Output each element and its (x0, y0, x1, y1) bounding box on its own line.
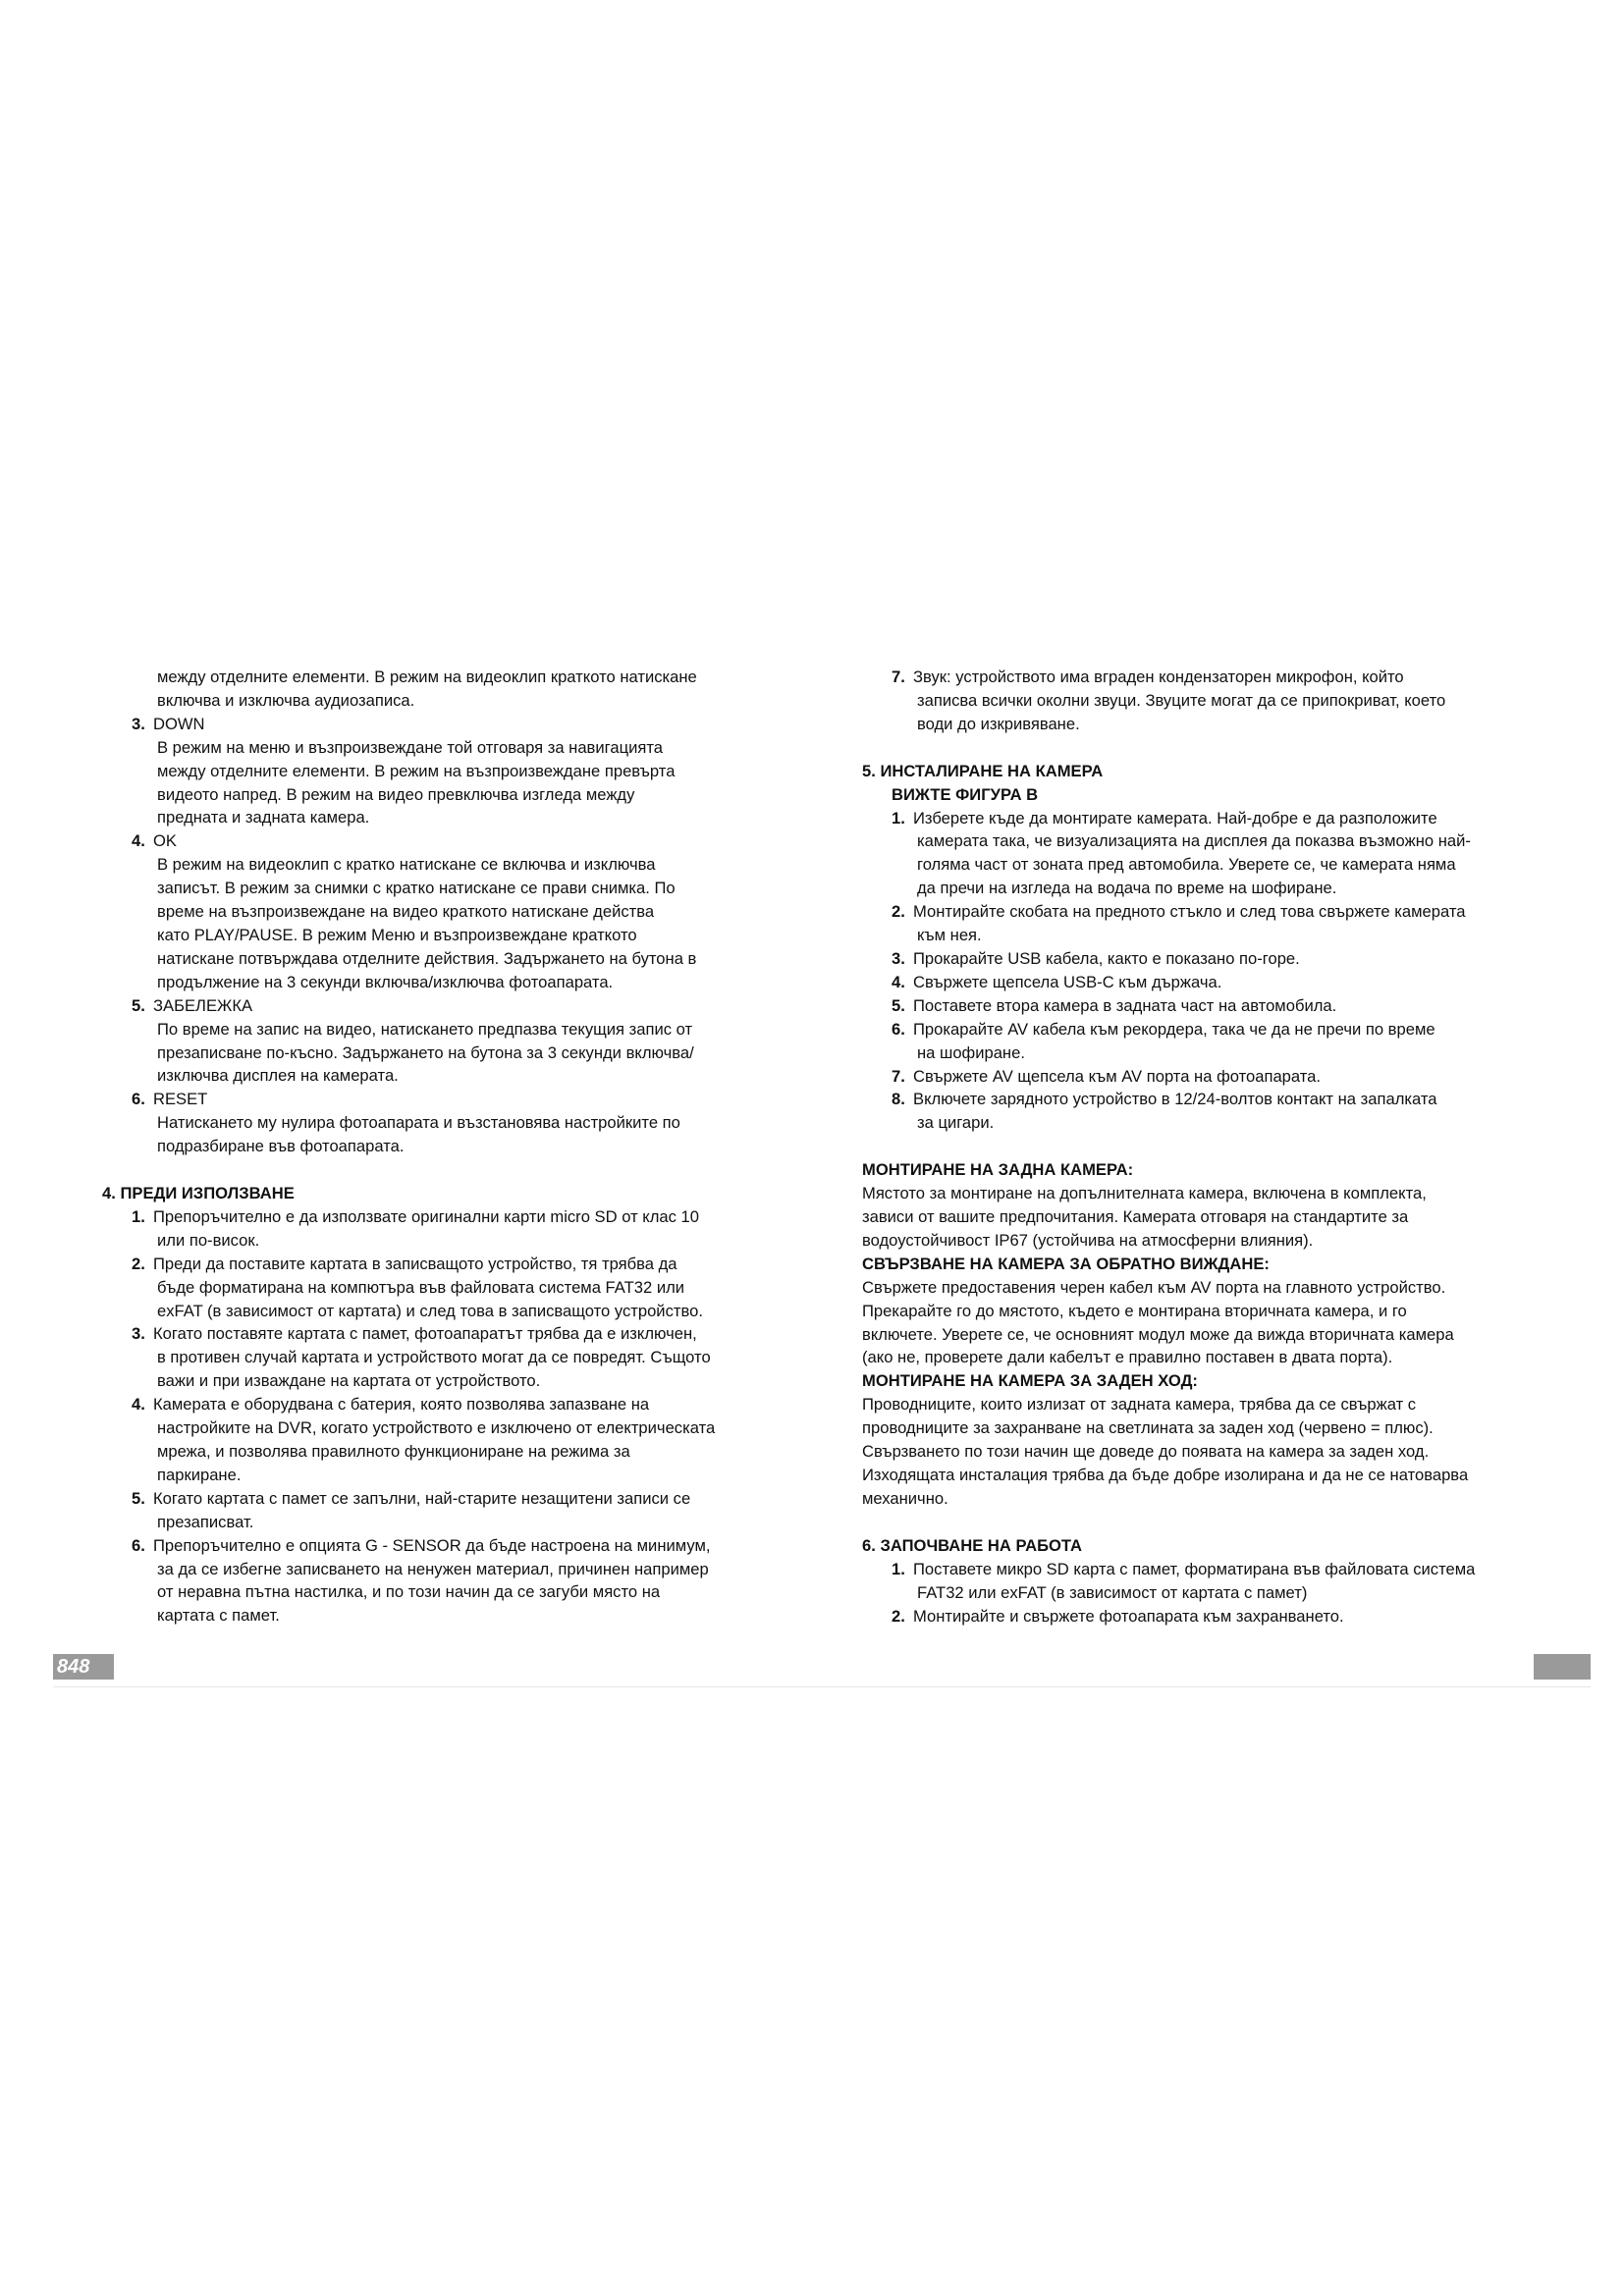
list-item-text: FAT32 или exFAT (в зависимост от картата с памет) (917, 1582, 1308, 1602)
list-item-text: от неравна пътна настилка, и по този начин да се загуби място на (157, 1582, 661, 1602)
list-item-text: видеото напред. В режим на видео превключва изгледа между (157, 784, 635, 804)
continuation-line: включва и изключва аудиозаписа. (157, 690, 415, 710)
list-item: 2. Преди да поставите картата в записващото устройство, тя трябва да (132, 1254, 677, 1273)
paragraph-line: Свързването по този начин ще доведе до появата на камера за заден ход. (862, 1442, 1430, 1462)
list-item-text: паркиране. (157, 1465, 242, 1484)
list-item-text: Натискането му нулира фотоапарата и възстановява настройките по (157, 1113, 680, 1133)
rear-mount-heading: МОНТИРАНЕ НА ЗАДНА КАМЕРА: (862, 1160, 1134, 1180)
list-item-text: в противен случай картата и устройството могат да се повредят. Същото (157, 1348, 711, 1367)
list-item-text: презаписват. (157, 1512, 254, 1531)
list-item-text: картата с памет. (157, 1606, 280, 1626)
list-item: 2. Монтирайте и свържете фотоапарата към захранването. (892, 1606, 1344, 1626)
list-item-text: мрежа, и позволява правилното функциониране на режима за (157, 1442, 630, 1461)
paragraph-line: (ако не, проверете дали кабелът е правилно поставен в двата порта). (862, 1348, 1393, 1367)
paragraph-line: Изходящата инсталация трябва да бъде добре изолирана и да не се натоварва (862, 1466, 1469, 1484)
list-item-title: 6. RESET (132, 1090, 208, 1109)
list-item-text: към нея. (917, 926, 982, 945)
list-item: 3. Прокарайте USB кабела, както е показано по-горе. (892, 948, 1300, 968)
continuation-line: между отделните елементи. В режим на видеоклип краткото натискане (157, 667, 697, 686)
paragraph-line: Проводниците, които излизат от задната камера, трябва да се свържат с (862, 1395, 1417, 1415)
list-item-text: като PLAY/PAUSE. В режим Меню и възпроизвеждане краткото (157, 925, 637, 944)
list-item-text: подразбиране във фотоапарата. (157, 1137, 405, 1156)
list-item-title: 5. ЗАБЕЛЕЖКА (132, 995, 253, 1015)
paragraph-line: зависи от вашите предпочитания. Камерата отговаря на стандартите за (862, 1207, 1409, 1227)
list-item-text: за да се избегне записването на ненужен материал, причинен например (157, 1559, 709, 1578)
list-item-text: голяма част от зоната пред автомобила. Уверете се, че камерата няма (917, 855, 1456, 875)
list-item-title: 3. DOWN (132, 714, 205, 733)
list-item-text: или по-висок. (157, 1230, 260, 1250)
list-item: 5. Когато картата с памет се запълни, най-старите незащитени записи се (132, 1488, 691, 1508)
list-item-text: камерата така, че визуализацията на дисплея да показва възможно най- (917, 831, 1471, 851)
list-item-text: настройките на DVR, когато устройството е изключено от електрическата (157, 1418, 716, 1438)
list-item: 7. Звук: устройството има вграден кондензаторен микрофон, който (892, 667, 1404, 686)
list-item-text: В режим на меню и възпроизвеждане той отговаря за навигацията (157, 737, 663, 757)
page-number: 848 (53, 1654, 114, 1680)
list-item: 5. Поставете втора камера в задната част на автомобила. (892, 995, 1337, 1015)
list-item: 1. Изберете къде да монтирате камерата. Най-добре е да разположите (892, 808, 1437, 828)
list-item: 7. Свържете AV щепсела към AV порта на фотоапарата. (892, 1066, 1322, 1086)
list-item-text: натискане потвърждава отделните действия. Задържането на бутона в (157, 948, 697, 968)
paragraph-line: механично. (862, 1488, 948, 1508)
list-item-text: време на възпроизвеждане на видео краткото натискане действа (157, 902, 655, 922)
paragraph-line: включете. Уверете се, че основният модул може да вижда вторичната камера (862, 1324, 1454, 1344)
list-item-text: предната и задната камера. (157, 808, 370, 828)
section-heading: 6. ЗАПОЧВАНЕ НА РАБОТА (862, 1535, 1082, 1555)
reverse-mount-heading: МОНТИРАНЕ НА КАМЕРА ЗА ЗАДЕН ХОД: (862, 1371, 1198, 1391)
list-item-text: В режим на видеоклип с кратко натискане се включва и изключва (157, 855, 656, 875)
list-item-text: води до изкривяване. (917, 714, 1080, 733)
list-item-text: По време на запис на видео, натискането предпазва текущия запис от (157, 1019, 693, 1039)
paragraph-line: проводниците за захранване на светлината за заден ход (червено = плюс). (862, 1418, 1434, 1438)
list-item: 4. Камерата е оборудвана с батерия, която позволява запазване на (132, 1395, 650, 1415)
footer-rule (53, 1686, 1591, 1687)
list-item-text: важи и при изваждане на картата от устройството. (157, 1371, 541, 1391)
list-item-text: между отделните елементи. В режим на възпроизвеждане превърта (157, 761, 676, 780)
list-item: 2. Монтирайте скобата на предното стъкло и след това свържете камерата (892, 902, 1466, 922)
paragraph-line: Мястото за монтиране на допълнителната камера, включена в комплекта, (862, 1184, 1427, 1203)
list-item-text: записва всички околни звуци. Звуците могат да се припокриват, което (917, 690, 1446, 710)
paragraph-line: Свържете предоставения черен кабел към AV порта на главното устройство. (862, 1277, 1446, 1297)
list-item-text: exFAT (в зависимост от картата) и след това в записващото устройство. (157, 1301, 703, 1320)
list-item: 4. Свържете щепсела USB-C към държача. (892, 972, 1222, 991)
paragraph-line: водоустойчивост IP67 (устойчива на атмосферни влияния). (862, 1230, 1314, 1250)
list-item-text: да пречи на изгледа на водача по време на шофиране. (917, 879, 1337, 898)
list-item: 3. Когато поставяте картата с памет, фотоапаратът трябва да е изключен, (132, 1324, 697, 1344)
footer-bar (1534, 1654, 1591, 1680)
section-subheading: ВИЖТЕ ФИГУРА B (892, 784, 1039, 804)
list-item-text: за цигари. (917, 1113, 995, 1133)
list-item-text: бъде форматирана на компютъра във файловата система FAT32 или (157, 1277, 685, 1297)
list-item: 6. Препоръчително е опцията G - SENSOR да бъде настроена на минимум, (132, 1535, 711, 1555)
list-item-text: на шофиране. (917, 1042, 1025, 1062)
list-item-text: изключва дисплея на камерата. (157, 1066, 399, 1086)
list-item-text: записът. В режим за снимки с кратко натискане се прави снимка. По (157, 879, 676, 898)
list-item: 6. Прокарайте AV кабела към рекордера, така че да не пречи по време (892, 1019, 1435, 1039)
list-item-text: продължение на 3 секунди включва/изключва фотоапарата. (157, 972, 614, 991)
section-heading: 5. ИНСТАЛИРАНЕ НА КАМЕРА (862, 761, 1104, 780)
list-item-text: презаписване по-късно. Задържането на бутона за 3 секунди включва/ (157, 1042, 694, 1062)
list-item: 8. Включете зарядното устройство в 12/24-волтов контакт на запалката (892, 1090, 1437, 1109)
section-heading: 4. ПРЕДИ ИЗПОЛЗВАНЕ (102, 1184, 295, 1203)
list-item: 1. Поставете микро SD карта с памет, форматирана във файловата система (892, 1559, 1476, 1578)
right-column (862, 666, 1540, 1628)
connect-rear-heading: СВЪРЗВАНЕ НА КАМЕРА ЗА ОБРАТНО ВИЖДАНЕ: (862, 1254, 1270, 1273)
paragraph-line: Прекарайте го до мястото, където е монтирана вторичната камера, и го (862, 1301, 1407, 1320)
list-item-title: 4. OK (132, 831, 177, 851)
left-column (102, 666, 780, 1628)
list-item: 1. Препоръчително е да използвате оригинални карти micro SD от клас 10 (132, 1206, 700, 1226)
